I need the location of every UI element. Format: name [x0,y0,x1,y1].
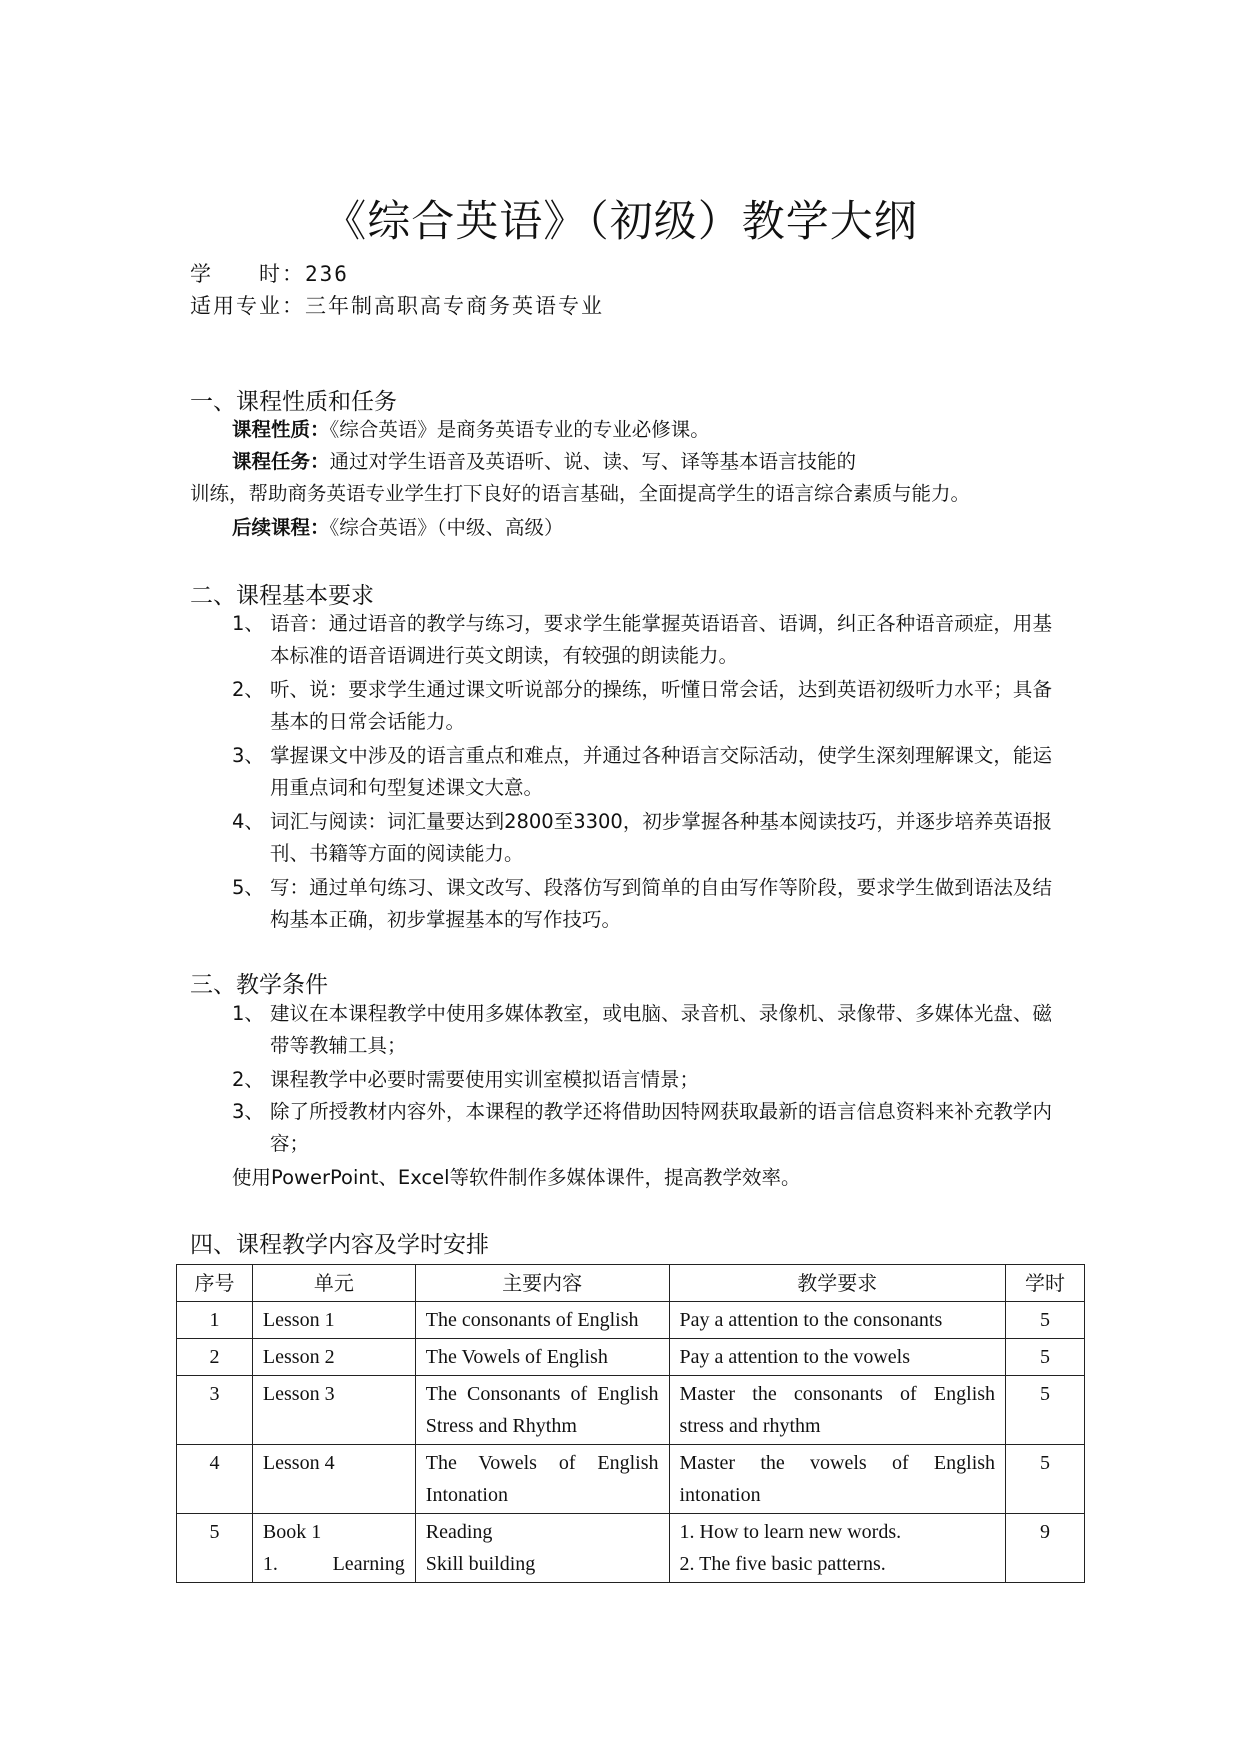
cell-unit [252,1514,415,1583]
table-row [177,1376,1085,1445]
cell-content: The Consonants of English Stress and Rhythm [415,1376,669,1445]
cell-unit: Lesson 2 [252,1339,415,1376]
cell-requirement: Pay a attention to the vowels [669,1339,1006,1376]
item-text: 听、说：要求学生通过课文听说部分的操练，听懂日常会话，达到英语初级听力水平；具备基本的日常会话能力。 [270,678,1052,733]
table-row [177,1339,1085,1376]
requirement-item [232,740,1052,804]
course-nature [232,414,710,446]
item-text: 语音：通过语音的教学与练习，要求学生能掌握英语语音、语调，纠正各种语音顽症，用基本标准的语音语调进行英文朗读，有较强的朗读能力。 [270,612,1052,667]
header-requirement: 教学要求 [669,1265,1006,1302]
cell-no: 1 [177,1302,253,1339]
item-number: 2、 [232,678,264,701]
page-title: 《综合英语》（初级）教学大纲 [323,197,918,247]
item-text: 词汇与阅读：词汇量要达到2800至3300，初步掌握各种基本阅读技巧，并逐步培养英语报刊、书籍等方面的阅读能力。 [270,810,1052,865]
condition-item [232,1064,1052,1096]
table-row [177,1445,1085,1514]
table-row [177,1514,1085,1583]
header-no: 序号 [177,1265,253,1302]
cell-unit: Lesson 4 [252,1445,415,1514]
cell-content: The Vowels of English Intonation [415,1445,669,1514]
course-task-label: 课程任务： [232,450,330,473]
follow-course [232,512,564,544]
cell-no: 4 [177,1445,253,1514]
item-number: 1、 [232,612,264,635]
condition-extra: 使用PowerPoint、Excel等软件制作多媒体课件，提高教学效率。 [232,1166,801,1189]
item-number: 4、 [232,810,264,833]
course-nature-label: 课程性质： [232,418,330,441]
cell-requirement [669,1514,1006,1583]
cell-unit-line: Book 1 [262,1521,322,1543]
cell-hours: 5 [1006,1445,1085,1514]
cell-hours: 5 [1006,1339,1085,1376]
follow-course-text: 《综合英语》（中级、高级） [329,516,564,539]
cell-hours: 9 [1006,1514,1085,1583]
cell-content [415,1514,669,1583]
cell-unit: Lesson 3 [252,1376,415,1445]
header-unit: 单元 [252,1265,415,1302]
item-text: 课程教学中必要时需要使用实训室模拟语言情景； [270,1068,700,1091]
table-header-row [177,1265,1085,1302]
cell-requirement: Master the consonants of English stress and rhythm [669,1376,1006,1445]
course-task-text-1: 通过对学生语音及英语听、说、读、写、译等基本语言技能的 [329,450,857,473]
hours-label: 学 时： [190,262,305,286]
item-text: 写：通过单句练习、课文改写、段落仿写到简单的自由写作等阶段，要求学生做到语法及结构基本正确，初步掌握基本的写作技巧。 [270,876,1052,931]
header-hours: 学时 [1006,1265,1085,1302]
header-content: 主要内容 [415,1265,669,1302]
requirement-item [232,674,1052,738]
hours-value: 236 [305,262,349,286]
cell-content-line: Skill building [425,1553,536,1575]
major-label: 适用专业： [190,294,305,318]
cell-content: The Vowels of English [415,1339,669,1376]
condition-item [232,998,1052,1062]
item-number: 3、 [232,1100,264,1123]
course-task-text-2: 训练，帮助商务英语专业学生打下良好的语言基础，全面提高学生的语言综合素质与能力。 [190,482,971,505]
cell-unit-line: 1. Learning [262,1553,405,1575]
cell-requirement: Master the vowels of English intonation [669,1445,1006,1514]
requirement-item [232,872,1052,936]
major-line [190,290,604,320]
condition-item [232,1096,1052,1160]
cell-no: 5 [177,1514,253,1583]
cell-hours: 5 [1006,1302,1085,1339]
section3-heading: 三、教学条件 [190,972,328,998]
cell-hours: 5 [1006,1376,1085,1445]
cell-requirement-line: 1. How to learn new words. [679,1521,902,1543]
section1-heading: 一、课程性质和任务 [190,389,397,415]
item-text: 除了所授教材内容外，本课程的教学还将借助因特网获取最新的语言信息资料来补充教学内容； [270,1100,1052,1155]
section2-heading: 二、课程基本要求 [190,583,374,609]
cell-unit: Lesson 1 [252,1302,415,1339]
requirement-item [232,608,1052,672]
item-number: 2、 [232,1068,264,1091]
hours-line [190,258,349,288]
course-nature-text: 《综合英语》是商务英语专业的专业必修课。 [329,418,710,441]
section4-heading: 四、课程教学内容及学时安排 [190,1232,489,1258]
requirement-item [232,806,1052,870]
cell-no: 2 [177,1339,253,1376]
cell-content: The consonants of English [415,1302,669,1339]
schedule-table [176,1264,1085,1583]
item-text: 掌握课文中涉及的语言重点和难点，并通过各种语言交际活动，使学生深刻理解课文，能运用重点词和句型复述课文大意。 [270,744,1052,799]
cell-requirement-line: 2. The five basic patterns. [679,1553,886,1575]
item-text: 建议在本课程教学中使用多媒体教室，或电脑、录音机、录像机、录像带、多媒体光盘、磁带等教辅工具； [270,1002,1052,1057]
cell-content-line: Reading [425,1521,493,1543]
item-number: 3、 [232,744,264,767]
course-task [232,446,856,478]
cell-requirement: Pay a attention to the consonants [669,1302,1006,1339]
major-value: 三年制高职高专商务英语专业 [305,294,604,318]
item-number: 1、 [232,1002,264,1025]
table-row [177,1302,1085,1339]
item-number: 5、 [232,876,264,899]
follow-course-label: 后续课程： [232,516,330,539]
cell-no: 3 [177,1376,253,1445]
